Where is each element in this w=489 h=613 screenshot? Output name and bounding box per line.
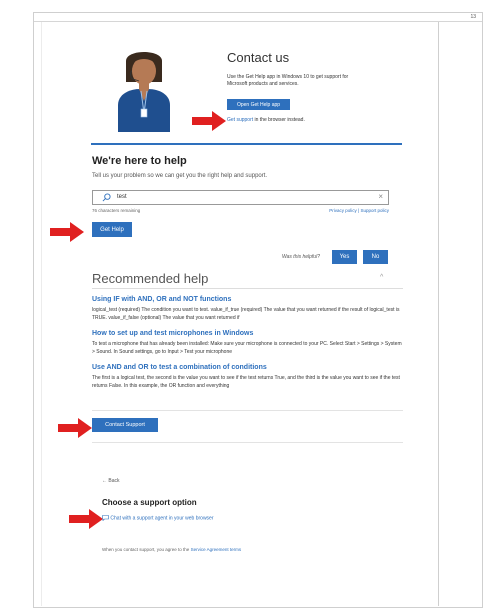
red-arrow-icon <box>58 418 92 438</box>
red-arrow-icon <box>50 222 84 242</box>
result-snippet: logical_test (required) The condition you want to test. value_if_true (required) The value that you want returned if the result of logical_test is TRUE. value_if_false (optional) The value that you want returned if <box>92 307 400 321</box>
service-agreement-link[interactable]: Service Agreement terms <box>190 547 242 552</box>
no-button[interactable]: No <box>363 250 388 264</box>
result-title[interactable]: How to set up and test microphones in Windows <box>92 330 254 337</box>
top-bar <box>34 13 482 22</box>
support-person-illustration <box>112 47 176 132</box>
helpful-question: Was this helpful? <box>282 254 320 260</box>
back-link[interactable]: ← Back <box>102 478 120 484</box>
contact-description: Use the Get Help app in Windows 10 to get support for Microsoft products and services. <box>227 74 349 87</box>
results-divider <box>92 410 403 411</box>
yes-button[interactable]: Yes <box>332 250 357 264</box>
alt-support-suffix: in the browser instead. <box>253 117 305 123</box>
recommended-divider <box>92 288 403 289</box>
privacy-policy-link[interactable]: Privacy policy | Support policy <box>329 208 389 213</box>
result-snippet: To test a microphone that has already been installed: Make sure your microphone is connected to your PC. Select Start > Settings > System > Sound. In Sound settings, go to Input > Test your microphone <box>92 341 402 355</box>
red-arrow-icon <box>69 509 103 529</box>
section-divider <box>91 143 402 145</box>
agreement-prefix: When you contact support, you agree to the <box>102 547 191 552</box>
help-heading: We're here to help <box>92 155 187 167</box>
result-title[interactable]: Use AND and OR to test a combination of conditions <box>92 364 267 371</box>
chevron-up-icon[interactable]: ^ <box>380 274 384 281</box>
search-value: test <box>117 194 127 200</box>
result-title[interactable]: Using IF with AND, OR and NOT functions <box>92 296 232 303</box>
get-support-link[interactable]: Get support <box>227 117 254 123</box>
search-input[interactable] <box>92 190 389 205</box>
left-margin-line <box>41 22 42 606</box>
chat-icon <box>102 515 109 521</box>
choose-option-heading: Choose a support option <box>102 498 197 507</box>
back-label: Back <box>108 478 120 484</box>
open-get-help-app-button[interactable]: Open Get Help app <box>227 99 290 110</box>
alt-support-line <box>227 117 305 123</box>
agreement-text <box>102 547 241 552</box>
search-icon <box>102 193 111 202</box>
support-divider <box>92 442 403 443</box>
chat-link: Chat with a support agent in your web browser <box>110 515 214 522</box>
chars-remaining: 76 characters remaining <box>92 208 141 213</box>
help-subheading: Tell us your problem so we can get you the right help and support. <box>92 173 268 179</box>
result-snippet: The first is a logical test, the second is the value you want to see if the test returns True, and the third is the value you want to see if the test returns False. In this example, the OR function and everything <box>92 375 400 389</box>
chat-option[interactable] <box>102 515 214 521</box>
page-number: 13 <box>470 14 476 20</box>
contact-title: Contact us <box>227 50 290 65</box>
get-help-button[interactable]: Get Help <box>92 222 132 237</box>
contact-support-button[interactable]: Contact Support <box>92 418 158 432</box>
clear-icon[interactable]: × <box>378 192 383 201</box>
red-arrow-icon <box>192 111 226 131</box>
right-margin-line <box>438 22 439 606</box>
recommended-heading: Recommended help <box>92 271 209 286</box>
